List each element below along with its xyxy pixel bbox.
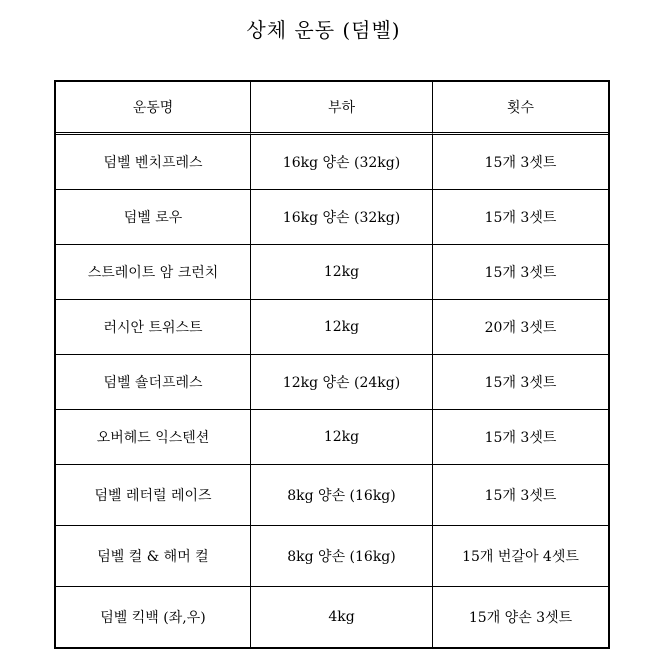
load-cell: 8kg 양손 (16kg) (250, 464, 432, 525)
reps-cell: 15개 3셋트 (432, 464, 608, 525)
workout-table-container (54, 80, 610, 649)
exercise-name-cell: 덤벨 로우 (56, 189, 250, 244)
exercise-name-cell: 오버헤드 익스텐션 (56, 409, 250, 464)
exercise-name-cell: 러시안 트위스트 (56, 299, 250, 354)
exercise-name-cell: 스트레이트 암 크런치 (56, 244, 250, 299)
table-row (56, 244, 608, 299)
table-row (56, 464, 608, 525)
load-cell: 12kg (250, 409, 432, 464)
exercise-name-cell: 덤벨 벤치프레스 (103, 155, 203, 171)
table-row (56, 409, 608, 464)
workout-table (54, 80, 610, 649)
header-reps: 횟수 (432, 82, 608, 135)
load-cell: 16kg 양손 (32kg) (250, 135, 432, 189)
load-cell: 12kg 양손 (24kg) (250, 354, 432, 409)
exercise-name-cell: 덤벨 숄더프레스 (56, 354, 250, 409)
reps-cell: 15개 3셋트 (432, 409, 608, 464)
table-row (56, 135, 608, 189)
exercise-name-cell: 덤벨 킥백 (좌,우) (56, 586, 250, 647)
table-row (56, 299, 608, 354)
table-header-row (56, 82, 608, 135)
load-cell: 16kg 양손 (32kg) (250, 189, 432, 244)
reps-cell: 20개 3셋트 (432, 299, 608, 354)
table-row (56, 189, 608, 244)
page-title: 상체 운동 (덤벨) (246, 18, 401, 42)
load-cell: 8kg 양손 (16kg) (250, 525, 432, 586)
table-row (56, 354, 608, 409)
table-row (56, 525, 608, 586)
reps-cell: 15개 번갈아 4셋트 (432, 525, 608, 586)
load-cell: 12kg (250, 299, 432, 354)
table-row (56, 586, 608, 647)
load-cell: 12kg (250, 244, 432, 299)
exercise-name-cell: 덤벨 컬 & 해머 컬 (56, 525, 250, 586)
reps-cell: 15개 3셋트 (432, 354, 608, 409)
reps-cell: 15개 3셋트 (432, 189, 608, 244)
reps-cell: 15개 양손 3셋트 (432, 586, 608, 647)
reps-cell: 15개 3셋트 (432, 244, 608, 299)
reps-cell: 15개 3셋트 (432, 135, 608, 189)
table-body (56, 135, 608, 647)
exercise-name-cell: 덤벨 레터럴 레이즈 (56, 464, 250, 525)
header-exercise-name: 운동명 (56, 82, 250, 135)
header-load: 부하 (250, 82, 432, 135)
load-cell: 4kg (250, 586, 432, 647)
